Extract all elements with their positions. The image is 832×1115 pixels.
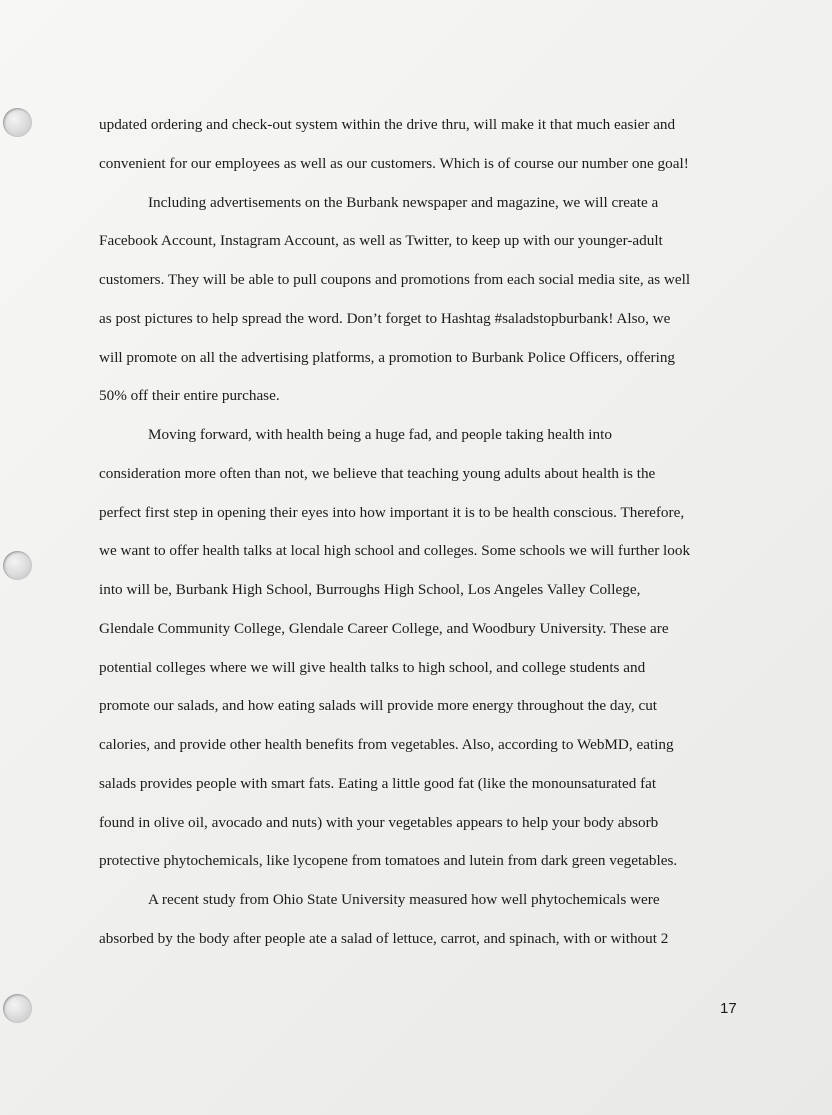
- text-line: protective phytochemicals, like lycopene from tomatoes and lutein from dark green vegetables.: [99, 852, 678, 870]
- text-line: we want to offer health talks at local high school and colleges. Some schools we will further look: [99, 542, 691, 560]
- text-line: promote our salads, and how eating salads will provide more energy throughout the day, cut: [99, 697, 658, 715]
- binder-hole-bottom: [3, 994, 32, 1023]
- text-line: found in olive oil, avocado and nuts) with your vegetables appears to help your body absorb: [99, 813, 659, 831]
- text-line: salads provides people with smart fats. Eating a little good fat (like the monounsaturated fat: [99, 774, 657, 792]
- text-line: will promote on all the advertising platforms, a promotion to Burbank Police Officers, offering: [99, 348, 676, 366]
- binder-hole-top: [3, 108, 32, 137]
- body-text: [99, 111, 744, 964]
- text-line: calories, and provide other health benefits from vegetables. Also, according to WebMD, eating: [99, 736, 674, 753]
- text-line: potential colleges where we will give health talks to high school, and college students and: [99, 658, 646, 676]
- page-number: 17: [720, 1000, 737, 1017]
- text-line: into will be, Burbank High School, Burroughs High School, Los Angeles Valley College,: [99, 581, 641, 598]
- text-line: convenient for our employees as well as our customers. Which is of course our number one goal!: [99, 154, 689, 172]
- text-line: absorbed by the body after people ate a salad of lettuce, carrot, and spinach, with or without 2: [99, 929, 669, 947]
- text-line: 50% off their entire purchase.: [99, 387, 280, 405]
- text-line: Moving forward, with health being a huge fad, and people taking health into: [148, 426, 612, 443]
- text-line: consideration more often than not, we believe that teaching young adults about health is the: [99, 464, 656, 482]
- text-line: Glendale Community College, Glendale Career College, and Woodbury University. These are: [99, 619, 669, 637]
- text-line: customers. They will be able to pull coupons and promotions from each social media site, as well: [99, 271, 691, 288]
- text-line: as post pictures to help spread the word. Don’t forget to Hashtag #saladstopburbank! Also, we: [99, 309, 671, 327]
- text-line: perfect first step in opening their eyes into how important it is to be health conscious. Therefore,: [99, 503, 685, 521]
- text-line: Facebook Account, Instagram Account, as well as Twitter, to keep up with our younger-adult: [99, 232, 663, 250]
- text-line: Including advertisements on the Burbank newspaper and magazine, we will create a: [148, 193, 659, 211]
- text-line: A recent study from Ohio State University measured how well phytochemicals were: [148, 891, 660, 908]
- binder-hole-middle: [3, 551, 32, 580]
- text-line: updated ordering and check-out system within the drive thru, will make it that much easier and: [99, 116, 676, 133]
